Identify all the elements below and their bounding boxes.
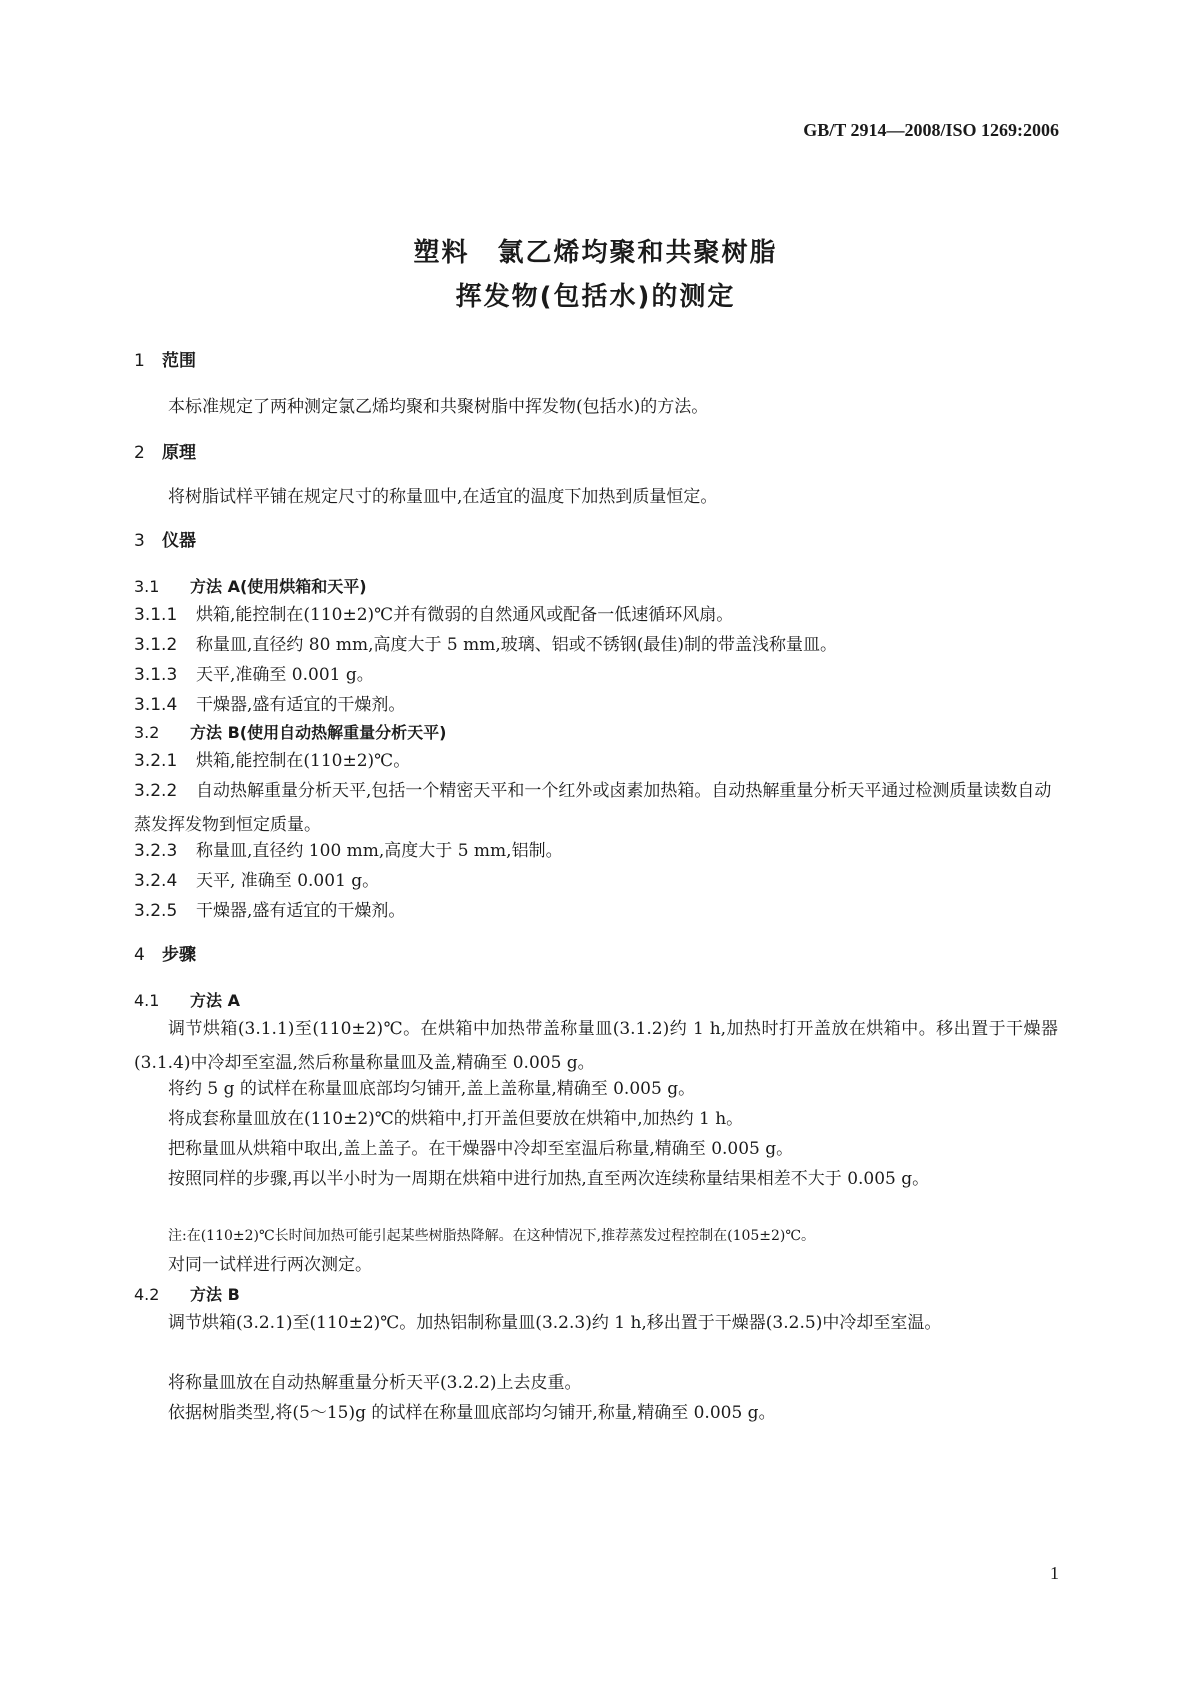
section-title: 步骤 xyxy=(162,945,196,965)
clause-text: 干燥器,盛有适宜的干燥剂。 xyxy=(196,695,406,715)
standard-code: GB/T 2914—2008/ISO 1269:2006 xyxy=(803,120,1059,140)
section-2-heading xyxy=(134,436,1058,470)
clause-3-2-4 xyxy=(134,864,1058,898)
clause-text: 自动热解重量分析天平,包括一个精密天平和一个红外或卤素加热箱。自动热解重量分析天平通过检测质量读数自动蒸发挥发物到恒定质量。 xyxy=(134,781,1052,835)
method-a-note: 注:在(110±2)℃长时间加热可能引起某些树脂热降解。在这种情况下,推荐蒸发过程控制在(105±2)℃。 xyxy=(168,1228,816,1244)
page-number: 1 xyxy=(1050,1563,1059,1583)
section-title: 范围 xyxy=(162,351,196,371)
document-title-line1: 塑料 氯乙烯均聚和共聚树脂 xyxy=(413,238,778,268)
section-number: 2 xyxy=(134,443,145,463)
clause-text: 干燥器,盛有适宜的干燥剂。 xyxy=(196,901,406,921)
clause-3-2-1 xyxy=(134,744,1058,778)
clause-number: 3.1.4 xyxy=(134,695,178,715)
method-a-paragraph-6: 对同一试样进行两次测定。 xyxy=(168,1255,372,1275)
section-2-paragraph: 将树脂试样平铺在规定尺寸的称量皿中,在适宜的温度下加热到质量恒定。 xyxy=(168,487,718,507)
subsection-title: 方法 A xyxy=(190,991,240,1010)
section-1-paragraph: 本标准规定了两种测定氯乙烯均聚和共聚树脂中挥发物(包括水)的方法。 xyxy=(168,397,709,417)
section-number: 4 xyxy=(134,945,145,965)
section-number: 3 xyxy=(134,531,145,551)
subsection-number: 3.1 xyxy=(134,577,160,596)
method-a-paragraph-5: 按照同样的步骤,再以半小时为一周期在烘箱中进行加热,直至两次连续称量结果相差不大于 0.005 g。 xyxy=(168,1169,930,1189)
clause-number: 3.2.3 xyxy=(134,841,178,861)
method-b-paragraph-2: 将称量皿放在自动热解重量分析天平(3.2.2)上去皮重。 xyxy=(168,1373,582,1393)
subsection-number: 4.2 xyxy=(134,1285,160,1304)
clause-number: 3.2.1 xyxy=(134,751,178,771)
clause-number: 3.2.5 xyxy=(134,901,178,921)
subsection-title: 方法 A(使用烘箱和天平) xyxy=(190,577,367,596)
method-b-paragraph-1: 调节烘箱(3.2.1)至(110±2)℃。加热铝制称量皿(3.2.3)约 1 h,移出置于干燥器(3.2.5)中冷却至室温。 xyxy=(168,1313,942,1333)
clause-3-2-5 xyxy=(134,894,1058,928)
section-title: 原理 xyxy=(162,443,196,463)
clause-number: 3.2.4 xyxy=(134,871,178,891)
clause-3-1-2 xyxy=(134,628,1058,662)
clause-number: 3.1.3 xyxy=(134,665,178,685)
subsection-title: 方法 B xyxy=(190,1285,240,1304)
section-4-heading xyxy=(134,938,1058,972)
method-a-paragraph-1: 调节烘箱(3.1.1)至(110±2)℃。在烘箱中加热带盖称量皿(3.1.2)约 1 h,加热时打开盖放在烘箱中。移出置于干燥器(3.1.4)中冷却至室温,然后称量称量皿及盖,精确至 0.005 g。 xyxy=(134,1019,1058,1073)
subsection-number: 3.2 xyxy=(134,723,160,742)
clause-text: 天平,准确至 0.001 g。 xyxy=(196,665,374,685)
clause-text: 称量皿,直径约 100 mm,高度大于 5 mm,铝制。 xyxy=(196,841,563,861)
clause-3-2-2 xyxy=(134,774,1058,842)
subsection-title: 方法 B(使用自动热解重量分析天平) xyxy=(190,723,447,742)
clause-number: 3.2.2 xyxy=(134,781,178,801)
clause-text: 天平, 准确至 0.001 g。 xyxy=(196,871,380,891)
section-1-heading xyxy=(134,344,1058,378)
clause-3-2-3 xyxy=(134,834,1058,868)
section-number: 1 xyxy=(134,351,145,371)
method-a-paragraph-4: 把称量皿从烘箱中取出,盖上盖子。在干燥器中冷却至室温后称量,精确至 0.005 g。 xyxy=(168,1139,794,1159)
clause-text: 烘箱,能控制在(110±2)℃并有微弱的自然通风或配备一低速循环风扇。 xyxy=(196,605,734,625)
method-a-paragraph-3: 将成套称量皿放在(110±2)℃的烘箱中,打开盖但要放在烘箱中,加热约 1 h。 xyxy=(168,1109,744,1129)
subsection-number: 4.1 xyxy=(134,991,160,1010)
section-3-heading xyxy=(134,524,1058,558)
clause-number: 3.1.1 xyxy=(134,605,178,625)
document-title-line2: 挥发物(包括水)的测定 xyxy=(455,282,736,312)
section-title: 仪器 xyxy=(162,531,196,551)
method-a-paragraph-2: 将约 5 g 的试样在称量皿底部均匀铺开,盖上盖称量,精确至 0.005 g。 xyxy=(168,1079,696,1099)
clause-number: 3.1.2 xyxy=(134,635,178,655)
clause-text: 称量皿,直径约 80 mm,高度大于 5 mm,玻璃、铝或不锈钢(最佳)制的带盖浅称量皿。 xyxy=(196,635,838,655)
clause-3-1-3 xyxy=(134,658,1058,692)
method-b-paragraph-3: 依据树脂类型,将(5～15)g 的试样在称量皿底部均匀铺开,称量,精确至 0.005 g。 xyxy=(168,1403,776,1423)
clause-3-1-1 xyxy=(134,598,1058,632)
clause-text: 烘箱,能控制在(110±2)℃。 xyxy=(196,751,411,771)
